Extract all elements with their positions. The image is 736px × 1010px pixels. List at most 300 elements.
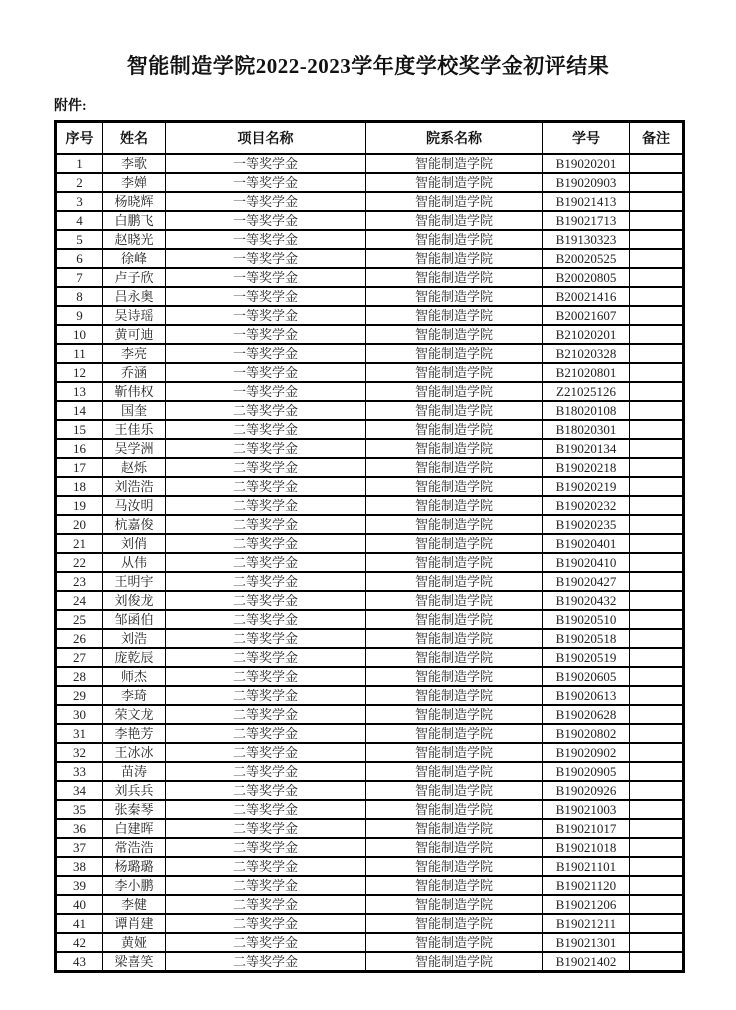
cell-name: 谭肖建 [103,914,166,933]
cell-student-id: B19021120 [543,876,630,895]
table-row [56,325,684,344]
cell-project-name: 二等奖学金 [166,705,366,724]
cell-department: 智能制造学院 [366,287,543,306]
cell-department: 智能制造学院 [366,458,543,477]
cell-name: 卢子欣 [103,268,166,287]
cell-department: 智能制造学院 [366,781,543,800]
cell-serial-number: 42 [56,933,103,952]
cell-department: 智能制造学院 [366,914,543,933]
table-row [56,819,684,838]
cell-project-name: 二等奖学金 [166,534,366,553]
table-row [56,724,684,743]
cell-student-id: B19020218 [543,458,630,477]
cell-name: 吴诗瑶 [103,306,166,325]
cell-department: 智能制造学院 [366,800,543,819]
cell-student-id: B19020232 [543,496,630,515]
cell-student-id: B19021301 [543,933,630,952]
cell-department: 智能制造学院 [366,325,543,344]
cell-serial-number: 26 [56,629,103,648]
cell-department: 智能制造学院 [366,724,543,743]
cell-note [630,648,684,667]
cell-name: 李艳芳 [103,724,166,743]
cell-note [630,325,684,344]
cell-serial-number: 39 [56,876,103,895]
cell-department: 智能制造学院 [366,819,543,838]
cell-student-id: B19020902 [543,743,630,762]
cell-note [630,705,684,724]
cell-serial-number: 32 [56,743,103,762]
cell-student-id: B19021018 [543,838,630,857]
cell-student-id: B19020427 [543,572,630,591]
cell-serial-number: 5 [56,230,103,249]
table-row [56,591,684,610]
cell-serial-number: 19 [56,496,103,515]
table-header-row [56,122,684,155]
cell-department: 智能制造学院 [366,477,543,496]
cell-department: 智能制造学院 [366,686,543,705]
cell-department: 智能制造学院 [366,211,543,230]
cell-department: 智能制造学院 [366,838,543,857]
cell-department: 智能制造学院 [366,439,543,458]
cell-note [630,211,684,230]
cell-student-id: B19021402 [543,952,630,972]
table-row [56,800,684,819]
cell-project-name: 二等奖学金 [166,762,366,781]
table-row [56,933,684,952]
cell-note [630,572,684,591]
cell-note [630,363,684,382]
cell-serial-number: 33 [56,762,103,781]
cell-name: 常浩浩 [103,838,166,857]
cell-project-name: 二等奖学金 [166,686,366,705]
cell-name: 吕永奥 [103,287,166,306]
cell-student-id: B21020328 [543,344,630,363]
table-row [56,401,684,420]
cell-serial-number: 3 [56,192,103,211]
table-row [56,895,684,914]
cell-name: 赵晓光 [103,230,166,249]
cell-note [630,553,684,572]
cell-serial-number: 1 [56,154,103,173]
cell-name: 师杰 [103,667,166,686]
cell-student-id: B19020401 [543,534,630,553]
cell-department: 智能制造学院 [366,420,543,439]
table-row [56,382,684,401]
cell-serial-number: 37 [56,838,103,857]
cell-name: 李亮 [103,344,166,363]
cell-department: 智能制造学院 [366,401,543,420]
cell-name: 刘浩 [103,629,166,648]
cell-department: 智能制造学院 [366,591,543,610]
cell-project-name: 二等奖学金 [166,933,366,952]
cell-name: 荣文龙 [103,705,166,724]
cell-project-name: 一等奖学金 [166,363,366,382]
cell-note [630,344,684,363]
cell-serial-number: 9 [56,306,103,325]
cell-department: 智能制造学院 [366,344,543,363]
cell-project-name: 二等奖学金 [166,420,366,439]
cell-project-name: 二等奖学金 [166,952,366,972]
table-row [56,743,684,762]
cell-serial-number: 29 [56,686,103,705]
cell-department: 智能制造学院 [366,952,543,972]
cell-note [630,154,684,173]
cell-student-id: B20020525 [543,249,630,268]
cell-project-name: 二等奖学金 [166,591,366,610]
cell-student-id: B19130323 [543,230,630,249]
cell-project-name: 一等奖学金 [166,154,366,173]
cell-name: 李歌 [103,154,166,173]
cell-note [630,249,684,268]
cell-serial-number: 38 [56,857,103,876]
cell-note [630,496,684,515]
cell-name: 靳伟权 [103,382,166,401]
cell-note [630,743,684,762]
cell-serial-number: 15 [56,420,103,439]
cell-name: 杭嘉俊 [103,515,166,534]
cell-name: 庞乾辰 [103,648,166,667]
cell-department: 智能制造学院 [366,553,543,572]
cell-name: 王明宇 [103,572,166,591]
table-row [56,838,684,857]
header-department: 院系名称 [366,122,543,155]
table-row [56,629,684,648]
table-row [56,553,684,572]
table-row [56,287,684,306]
table-row [56,952,684,972]
header-project-name: 项目名称 [166,122,366,155]
cell-student-id: Z21025126 [543,382,630,401]
cell-project-name: 二等奖学金 [166,914,366,933]
cell-project-name: 二等奖学金 [166,439,366,458]
cell-note [630,477,684,496]
cell-project-name: 二等奖学金 [166,477,366,496]
cell-name: 刘兵兵 [103,781,166,800]
cell-serial-number: 14 [56,401,103,420]
cell-note [630,610,684,629]
cell-name: 邹函伯 [103,610,166,629]
table-row [56,154,684,173]
cell-department: 智能制造学院 [366,192,543,211]
cell-student-id: B19021413 [543,192,630,211]
cell-note [630,933,684,952]
cell-note [630,629,684,648]
cell-student-id: B19020903 [543,173,630,192]
cell-student-id: B19020905 [543,762,630,781]
cell-department: 智能制造学院 [366,629,543,648]
cell-name: 李琦 [103,686,166,705]
table-row [56,363,684,382]
cell-project-name: 一等奖学金 [166,249,366,268]
cell-serial-number: 24 [56,591,103,610]
cell-student-id: B19020926 [543,781,630,800]
cell-name: 王冰冰 [103,743,166,762]
cell-student-id: B19020519 [543,648,630,667]
table-row [56,306,684,325]
cell-serial-number: 20 [56,515,103,534]
cell-project-name: 一等奖学金 [166,382,366,401]
cell-project-name: 二等奖学金 [166,572,366,591]
cell-serial-number: 10 [56,325,103,344]
cell-project-name: 二等奖学金 [166,458,366,477]
cell-project-name: 一等奖学金 [166,344,366,363]
table-row [56,572,684,591]
cell-student-id: B19020235 [543,515,630,534]
cell-name: 王佳乐 [103,420,166,439]
cell-serial-number: 36 [56,819,103,838]
table-row [56,705,684,724]
cell-student-id: B19021713 [543,211,630,230]
cell-department: 智能制造学院 [366,173,543,192]
cell-department: 智能制造学院 [366,154,543,173]
scholarship-result-table [54,120,685,973]
cell-department: 智能制造学院 [366,648,543,667]
cell-department: 智能制造学院 [366,762,543,781]
cell-serial-number: 34 [56,781,103,800]
cell-project-name: 二等奖学金 [166,629,366,648]
cell-serial-number: 22 [56,553,103,572]
cell-note [630,762,684,781]
cell-student-id: B19020628 [543,705,630,724]
header-note: 备注 [630,122,684,155]
cell-name: 梁喜笑 [103,952,166,972]
cell-serial-number: 2 [56,173,103,192]
cell-serial-number: 6 [56,249,103,268]
cell-department: 智能制造学院 [366,857,543,876]
cell-serial-number: 18 [56,477,103,496]
cell-project-name: 一等奖学金 [166,287,366,306]
cell-note [630,838,684,857]
cell-name: 白建晖 [103,819,166,838]
cell-name: 黄娅 [103,933,166,952]
cell-note [630,458,684,477]
table-row [56,857,684,876]
table-row [56,230,684,249]
cell-serial-number: 28 [56,667,103,686]
cell-note [630,173,684,192]
cell-serial-number: 43 [56,952,103,972]
cell-student-id: B20021416 [543,287,630,306]
cell-department: 智能制造学院 [366,667,543,686]
cell-name: 刘俏 [103,534,166,553]
cell-department: 智能制造学院 [366,515,543,534]
cell-student-id: B21020201 [543,325,630,344]
table-row [56,648,684,667]
cell-project-name: 二等奖学金 [166,667,366,686]
cell-name: 黄可迪 [103,325,166,344]
cell-department: 智能制造学院 [366,249,543,268]
table-row [56,515,684,534]
cell-student-id: B19020201 [543,154,630,173]
cell-note [630,230,684,249]
cell-student-id: B19021211 [543,914,630,933]
cell-student-id: B19021206 [543,895,630,914]
table-row [56,420,684,439]
cell-serial-number: 13 [56,382,103,401]
cell-department: 智能制造学院 [366,496,543,515]
cell-note [630,287,684,306]
cell-name: 吴学洲 [103,439,166,458]
cell-note [630,819,684,838]
table-row [56,458,684,477]
cell-note [630,306,684,325]
cell-student-id: B19020605 [543,667,630,686]
cell-department: 智能制造学院 [366,534,543,553]
cell-department: 智能制造学院 [366,572,543,591]
cell-project-name: 二等奖学金 [166,648,366,667]
cell-department: 智能制造学院 [366,363,543,382]
table-row [56,173,684,192]
cell-project-name: 一等奖学金 [166,230,366,249]
cell-student-id: B19020613 [543,686,630,705]
cell-serial-number: 7 [56,268,103,287]
cell-project-name: 二等奖学金 [166,401,366,420]
cell-serial-number: 12 [56,363,103,382]
cell-note [630,686,684,705]
cell-note [630,800,684,819]
cell-serial-number: 40 [56,895,103,914]
cell-note [630,268,684,287]
cell-department: 智能制造学院 [366,382,543,401]
cell-student-id: B19021017 [543,819,630,838]
cell-department: 智能制造学院 [366,306,543,325]
cell-student-id: B19021101 [543,857,630,876]
cell-serial-number: 27 [56,648,103,667]
cell-project-name: 二等奖学金 [166,743,366,762]
cell-note [630,420,684,439]
cell-department: 智能制造学院 [366,895,543,914]
cell-name: 李婵 [103,173,166,192]
cell-name: 刘浩浩 [103,477,166,496]
cell-name: 马汝明 [103,496,166,515]
cell-student-id: B19020410 [543,553,630,572]
cell-name: 苗涛 [103,762,166,781]
cell-project-name: 一等奖学金 [166,306,366,325]
table-row [56,534,684,553]
cell-student-id: B20020805 [543,268,630,287]
cell-note [630,781,684,800]
table-body [56,154,684,972]
cell-student-id: B20021607 [543,306,630,325]
table-row [56,249,684,268]
cell-department: 智能制造学院 [366,933,543,952]
cell-student-id: B18020301 [543,420,630,439]
cell-project-name: 二等奖学金 [166,800,366,819]
cell-note [630,439,684,458]
cell-serial-number: 11 [56,344,103,363]
header-serial-number: 序号 [56,122,103,155]
cell-serial-number: 41 [56,914,103,933]
table-row [56,914,684,933]
cell-serial-number: 8 [56,287,103,306]
cell-project-name: 一等奖学金 [166,211,366,230]
cell-note [630,382,684,401]
cell-project-name: 一等奖学金 [166,192,366,211]
cell-project-name: 一等奖学金 [166,268,366,287]
cell-serial-number: 35 [56,800,103,819]
cell-note [630,895,684,914]
page-title: 智能制造学院2022-2023学年度学校奖学金初评结果 [126,54,610,78]
cell-note [630,192,684,211]
cell-serial-number: 23 [56,572,103,591]
cell-serial-number: 25 [56,610,103,629]
cell-name: 李健 [103,895,166,914]
cell-student-id: B19020432 [543,591,630,610]
cell-project-name: 二等奖学金 [166,876,366,895]
cell-name: 徐峰 [103,249,166,268]
cell-note [630,515,684,534]
cell-name: 张秦琴 [103,800,166,819]
cell-serial-number: 31 [56,724,103,743]
table-row [56,439,684,458]
header-student-id: 学号 [543,122,630,155]
table-row [56,192,684,211]
table-row [56,211,684,230]
table-row [56,344,684,363]
table-row [56,876,684,895]
cell-note [630,724,684,743]
cell-note [630,876,684,895]
cell-name: 杨璐璐 [103,857,166,876]
table-row [56,762,684,781]
cell-department: 智能制造学院 [366,610,543,629]
cell-name: 乔涵 [103,363,166,382]
cell-student-id: B19020510 [543,610,630,629]
cell-name: 杨晓辉 [103,192,166,211]
cell-name: 从伟 [103,553,166,572]
cell-name: 赵烁 [103,458,166,477]
cell-project-name: 二等奖学金 [166,895,366,914]
cell-project-name: 一等奖学金 [166,325,366,344]
cell-department: 智能制造学院 [366,230,543,249]
cell-department: 智能制造学院 [366,705,543,724]
cell-name: 刘俊龙 [103,591,166,610]
cell-student-id: B19021003 [543,800,630,819]
table-row [56,268,684,287]
cell-note [630,952,684,972]
attachment-label: 附件: [54,99,87,114]
cell-student-id: B19020518 [543,629,630,648]
cell-student-id: B21020801 [543,363,630,382]
cell-project-name: 二等奖学金 [166,724,366,743]
cell-student-id: B19020219 [543,477,630,496]
cell-project-name: 二等奖学金 [166,781,366,800]
cell-project-name: 二等奖学金 [166,496,366,515]
cell-note [630,401,684,420]
cell-name: 白鹏飞 [103,211,166,230]
table-row [56,686,684,705]
cell-name: 国奎 [103,401,166,420]
table-row [56,610,684,629]
cell-serial-number: 4 [56,211,103,230]
cell-serial-number: 16 [56,439,103,458]
cell-student-id: B19020802 [543,724,630,743]
cell-project-name: 二等奖学金 [166,819,366,838]
cell-name: 李小鹏 [103,876,166,895]
cell-note [630,534,684,553]
cell-department: 智能制造学院 [366,268,543,287]
cell-student-id: B18020108 [543,401,630,420]
table-row [56,781,684,800]
cell-serial-number: 30 [56,705,103,724]
cell-project-name: 二等奖学金 [166,515,366,534]
header-name: 姓名 [103,122,166,155]
cell-note [630,591,684,610]
cell-note [630,857,684,876]
cell-serial-number: 17 [56,458,103,477]
cell-project-name: 二等奖学金 [166,610,366,629]
cell-project-name: 一等奖学金 [166,173,366,192]
